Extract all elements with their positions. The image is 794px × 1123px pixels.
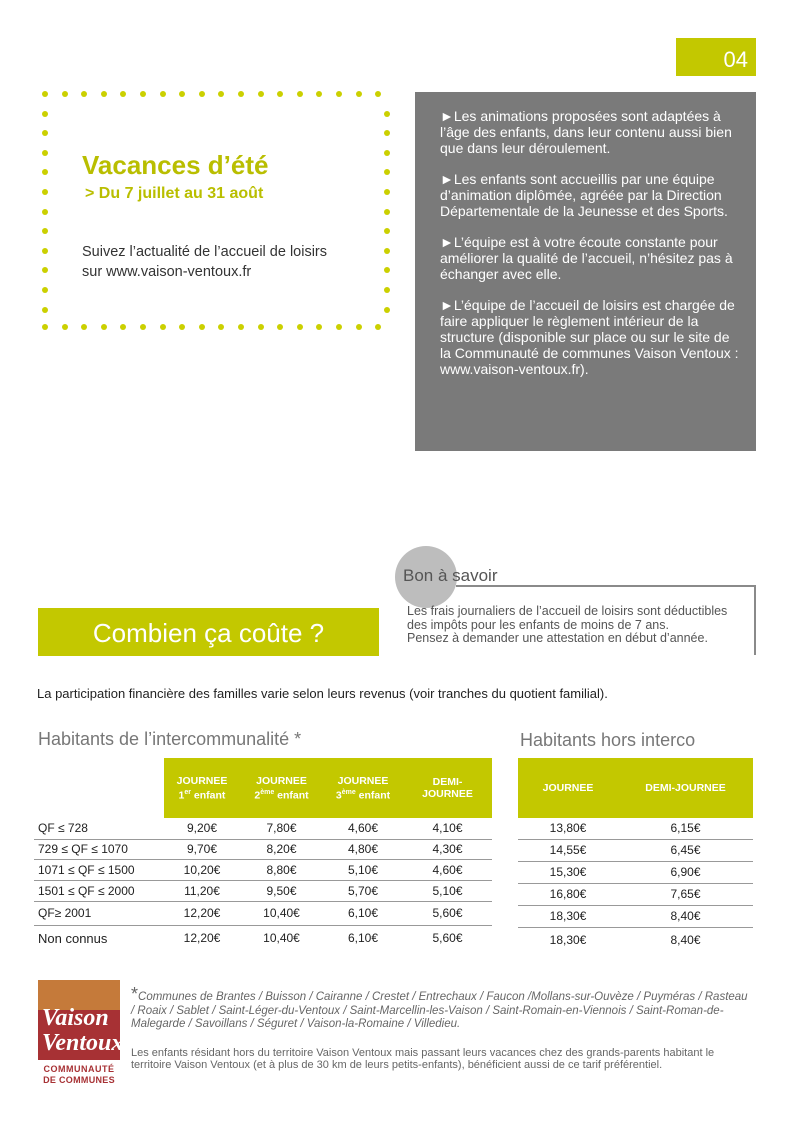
cell-value: 13,80€ [518, 818, 618, 839]
cell-value: 5,10€ [403, 880, 492, 901]
table-row [518, 883, 753, 905]
participation-text: La participation financière des familles varie selon leurs revenus (voir tranches du quotient familial). [37, 686, 608, 701]
interco-header-empty [34, 758, 164, 818]
cell-value: 12,20€ [164, 901, 240, 925]
row-label: 1071 ≤ QF ≤ 1500 [34, 859, 164, 880]
cell-value: 6,90€ [618, 861, 753, 883]
cell-value: 6,15€ [618, 818, 753, 839]
frame-dot [42, 91, 48, 97]
header-text: 3 [335, 789, 342, 802]
frame-dot [316, 324, 322, 330]
info-item: ►Les enfants sont accueillis par une équipe d’animation diplômée, agréée par la Direction Départementale de la Jeunesse et des Sports. [440, 171, 728, 219]
cell-value: 4,30€ [403, 839, 492, 859]
interco-header-journee1 [164, 758, 240, 818]
frame-dot [42, 228, 48, 234]
frame-dot [384, 287, 390, 293]
frame-dot [81, 91, 87, 97]
table-row [518, 905, 753, 927]
frame-dot [384, 189, 390, 195]
frame-dot [277, 91, 283, 97]
table-row [34, 925, 492, 951]
table-row [518, 818, 753, 839]
logo-text-line2: Ventoux [42, 1030, 124, 1056]
cell-value: 5,60€ [403, 901, 492, 925]
hors-header-journee: JOURNEE [518, 758, 618, 818]
cell-value: 12,20€ [183, 931, 221, 946]
cell-value: 18,30€ [549, 933, 587, 948]
header-text: enfant [274, 789, 309, 802]
table-row [34, 859, 492, 880]
cell-value: 4,60€ [403, 859, 492, 880]
frame-dot [42, 287, 48, 293]
table-row [34, 901, 492, 925]
communes-footnote [131, 984, 751, 1032]
cell-value: 4,60€ [323, 818, 403, 839]
cell-value: 8,40€ [618, 905, 753, 927]
header-text: JOURNEE [337, 774, 389, 787]
frame-dot [238, 324, 244, 330]
cell-value: 4,80€ [323, 839, 403, 859]
row-label: QF≥ 2001 [34, 901, 164, 925]
interco-table [34, 758, 492, 951]
frame-dot [384, 209, 390, 215]
frame-dot [62, 324, 68, 330]
table-row [34, 839, 492, 859]
frame-dot [42, 169, 48, 175]
frame-dot [179, 91, 185, 97]
cell-value: 16,80€ [518, 883, 618, 905]
header-text: enfant [191, 789, 226, 802]
header-text: 1 [178, 789, 185, 802]
cell-value: 10,40€ [240, 901, 323, 925]
hors-header-demi: DEMI-JOURNEE [618, 758, 753, 818]
frame-dot [238, 91, 244, 97]
frame-dot [384, 111, 390, 117]
frame-dot [42, 189, 48, 195]
cell-value: 5,60€ [432, 931, 463, 946]
bon-a-savoir-line3: Pensez à demander une attestation en début d’année. [407, 631, 708, 645]
bon-a-savoir-title: Bon à savoir [403, 566, 498, 585]
frame-dot [258, 324, 264, 330]
summer-follow-text [82, 242, 327, 282]
cell-value: 11,20€ [164, 880, 240, 901]
frame-dot [160, 324, 166, 330]
hors-interco-table [518, 758, 753, 953]
table-row [518, 861, 753, 883]
header-text: JOURNEE [256, 774, 307, 787]
cell-value: 10,40€ [263, 931, 300, 946]
frame-dot [297, 324, 303, 330]
header-text: DEMI- [432, 776, 463, 788]
frame-dot [218, 91, 224, 97]
row-label: Non connus [38, 930, 108, 946]
frame-dot [42, 111, 48, 117]
frame-dot [160, 91, 166, 97]
cell-value: 14,55€ [518, 839, 618, 861]
cost-title: Combien ça coûte ? [38, 608, 379, 656]
frame-dot [42, 267, 48, 273]
header-text: JOURNEE [422, 788, 473, 800]
frame-dot [297, 91, 303, 97]
frame-dot [101, 324, 107, 330]
logo-caption-line1: COMMUNAUTÉ [43, 1064, 115, 1074]
frame-dot [356, 91, 362, 97]
frame-dot [384, 307, 390, 313]
frame-dot [199, 324, 205, 330]
summer-title: Vacances d’été [82, 150, 269, 180]
frame-dot [42, 324, 48, 330]
cell-value: 4,10€ [403, 818, 492, 839]
footnote-communes: Communes de Brantes / Buisson / Cairanne / Crestet / Entrechaux / Faucon /Mollans-sur-Ouvèze / Puyméras / Rasteau / Roaix / Sablet / Saint-Léger-du-Ventoux / Saint-Marcellin-les-Vaison / Saint-Romain-en-Viennois / Saint-Roman-de-Malegarde / Savoillans / Séguret / Vaison-la-Romaine / Villedieu. [131, 991, 748, 1030]
cell-value: 10,20€ [164, 859, 240, 880]
frame-dot [356, 324, 362, 330]
header-sup: ème [341, 788, 356, 796]
frame-dot [336, 324, 342, 330]
cell-value: 6,45€ [618, 839, 753, 861]
bon-a-savoir-text [407, 605, 757, 646]
frame-dot [120, 324, 126, 330]
frame-dot [218, 324, 224, 330]
cell-value: 5,70€ [323, 880, 403, 901]
table-row [34, 818, 492, 839]
frame-dot [81, 324, 87, 330]
interco-header-demi [403, 758, 492, 818]
summer-follow-line2: sur www.vaison-ventoux.fr [82, 264, 252, 280]
frame-dot [258, 91, 264, 97]
frame-dot [179, 324, 185, 330]
cell-value: 9,20€ [164, 818, 240, 839]
frame-dot [384, 169, 390, 175]
header-sup: er [184, 788, 192, 796]
bon-a-savoir-line2: des impôts pour les enfants de moins de 7 ans. [407, 617, 669, 632]
row-label: QF ≤ 728 [34, 818, 164, 839]
frame-dot [42, 130, 48, 136]
row-label: 729 ≤ QF ≤ 1070 [34, 839, 164, 859]
frame-dot [101, 91, 107, 97]
footnote-star: * [131, 984, 139, 1004]
table-row [34, 880, 492, 901]
frame-dot [277, 324, 283, 330]
interco-header-journee3 [323, 758, 403, 818]
frame-dot [384, 228, 390, 234]
header-text: enfant [355, 789, 391, 802]
bon-a-savoir-rule [456, 585, 756, 587]
frame-dot [42, 209, 48, 215]
table-row [518, 839, 753, 861]
cell-value: 8,20€ [240, 839, 323, 859]
interco-title: Habitants de l’intercommunalité * [38, 729, 302, 749]
info-item: ►L’équipe est à votre écoute constante pour améliorer la qualité de l’accueil, n’hésitez pas à échanger avec elle. [440, 234, 733, 282]
footnote-note: Les enfants résidant hors du territoire Vaison Ventoux mais passant leurs vacances chez des grands-parents habitant le territoire Vaison Ventoux (et à plus de 30 km de leurs petits-enfants), bénéficient aussi de ce tarif préférentiel. [131, 1047, 715, 1071]
header-text: 2 [254, 789, 261, 802]
frame-dot [140, 324, 146, 330]
cell-value: 18,30€ [518, 905, 618, 927]
frame-dot [42, 150, 48, 156]
cell-value: 7,80€ [240, 818, 323, 839]
cell-value: 15,30€ [518, 861, 618, 883]
frame-dot [120, 91, 126, 97]
hors-interco-title: Habitants hors interco [520, 730, 696, 750]
frame-dot [384, 267, 390, 273]
logo-caption-line2: DE COMMUNES [43, 1075, 115, 1085]
cell-value: 6,10€ [347, 931, 379, 946]
hors-interco-header-row [518, 758, 753, 818]
logo-text-line1: Vaison [42, 1005, 109, 1031]
info-item: ►Les animations proposées sont adaptées à l’âge des enfants, dans leur contenu aussi bien que dans leur déroulement. [440, 108, 732, 156]
table-row [518, 927, 753, 953]
info-box [415, 92, 756, 451]
frame-dot [42, 307, 48, 313]
frame-dot [316, 91, 322, 97]
frame-dot [140, 91, 146, 97]
summer-follow-line1: Suivez l’actualité de l’accueil de loisirs [82, 244, 328, 260]
cell-value: 7,65€ [618, 883, 753, 905]
frame-dot [384, 130, 390, 136]
summer-dates: > Du 7 juillet au 31 août [85, 185, 264, 202]
frame-dot [375, 324, 381, 330]
frame-dot [199, 91, 205, 97]
header-sup: ème [260, 788, 275, 796]
frame-dot [384, 150, 390, 156]
cell-value: 5,10€ [323, 859, 403, 880]
info-item: ►L’équipe de l’accueil de loisirs est chargée de faire appliquer le règlement intérieur de la structure (disponible sur place ou sur le site de la Communauté de communes Vaison Ventoux : www.vaison-ventoux.fr). [440, 297, 739, 377]
frame-dot [375, 91, 381, 97]
cell-value: 8,40€ [670, 933, 701, 948]
bon-a-savoir-line1: Les frais journaliers de l’accueil de loisirs sont déductibles [407, 604, 728, 618]
cell-value: 9,70€ [164, 839, 240, 859]
frame-dot [384, 248, 390, 254]
row-label: 1501 ≤ QF ≤ 2000 [34, 880, 164, 901]
interco-header-row [34, 758, 492, 818]
interco-header-journee2 [240, 758, 323, 818]
header-text: JOURNEE [176, 774, 228, 787]
cell-value: 6,10€ [323, 901, 403, 925]
frame-dot [336, 91, 342, 97]
frame-dot [42, 248, 48, 254]
frame-dot [62, 91, 68, 97]
page-number: 04 [676, 38, 756, 76]
cell-value: 9,50€ [240, 880, 323, 901]
cell-value: 8,80€ [240, 859, 323, 880]
